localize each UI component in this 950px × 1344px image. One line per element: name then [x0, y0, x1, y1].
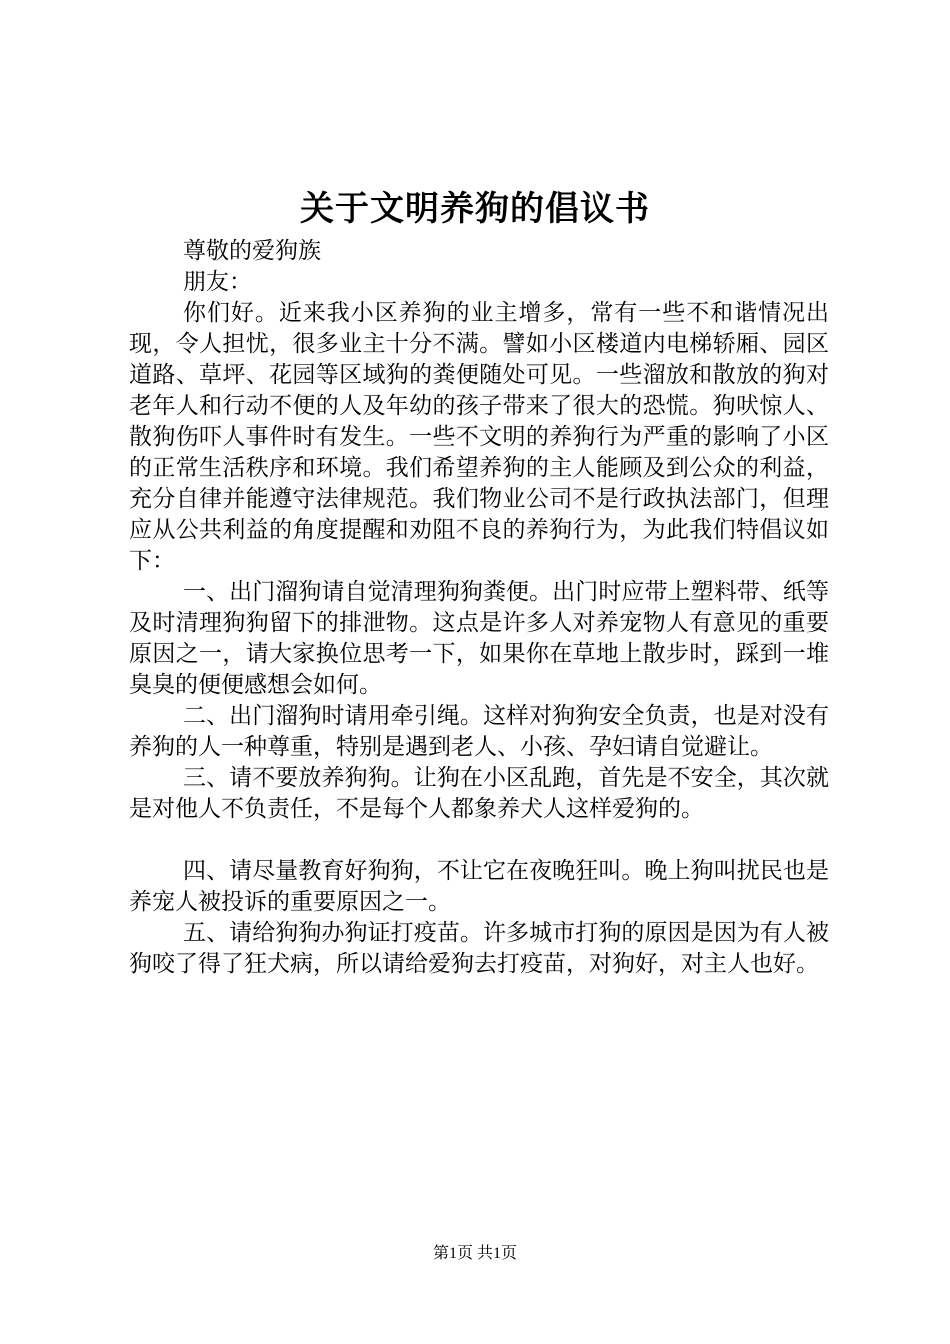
- paragraph-item-1: 一、出门溜狗请自觉清理狗狗粪便。出门时应带上塑料带、纸等及时清理狗狗留下的排泄物。这点是许多人对养宠物人有意见的重要原因之一，请大家换位思考一下，如果你在草地上散步时，踩到一堆臭臭的便便感想会如何。: [129, 579, 829, 698]
- paragraph-item-2: 二、出门溜狗时请用牵引绳。这样对狗狗安全负责，也是对没有养狗的人一种尊重，特别是遇到老人、小孩、孕妇请自觉避让。: [129, 703, 829, 760]
- page-number-footer: 第1页 共1页: [432, 1245, 517, 1262]
- paragraph-item-3: 三、请不要放养狗狗。让狗在小区乱跑，首先是不安全，其次就是对他人不负责任，不是每个人都象养犬人这样爱狗的。: [129, 765, 829, 822]
- document-title: 关于文明养狗的倡议书: [300, 189, 650, 229]
- paragraph-item-5: 五、请给狗狗办狗证打疫苗。许多城市打狗的原因是因为有人被狗咬了得了狂犬病，所以请给爱狗去打疫苗，对狗好，对主人也好。: [129, 920, 829, 977]
- paragraph-item-4: 四、请尽量教育好狗狗，不让它在夜晚狂叫。晚上狗叫扰民也是养宠人被投诉的重要原因之一。: [129, 858, 829, 915]
- salutation-line-1: 尊敬的爱狗族: [183, 238, 321, 264]
- paragraph-intro: 你们好。近来我小区养狗的业主增多，常有一些不和谐情况出现，令人担忧，很多业主十分不满。譬如小区楼道内电梯轿厢、园区道路、草坪、花园等区域狗的粪便随处可见。一些溜放和散放的狗对老年人和行动不便的人及年幼的孩子带来了很大的恐慌。狗吠惊人、散狗伤吓人事件时有发生。一些不文明的养狗行为严重的影响了小区的正常生活秩序和环境。我们希望养狗的主人能顾及到公众的利益，充分自律并能遵守法律规范。我们物业公司不是行政执法部门，但理应从公共利益的角度提醒和劝阻不良的养狗行为，为此我们特倡议如下：: [129, 300, 829, 574]
- salutation-line-2: 朋友：: [183, 269, 252, 295]
- document-body: [129, 236, 829, 980]
